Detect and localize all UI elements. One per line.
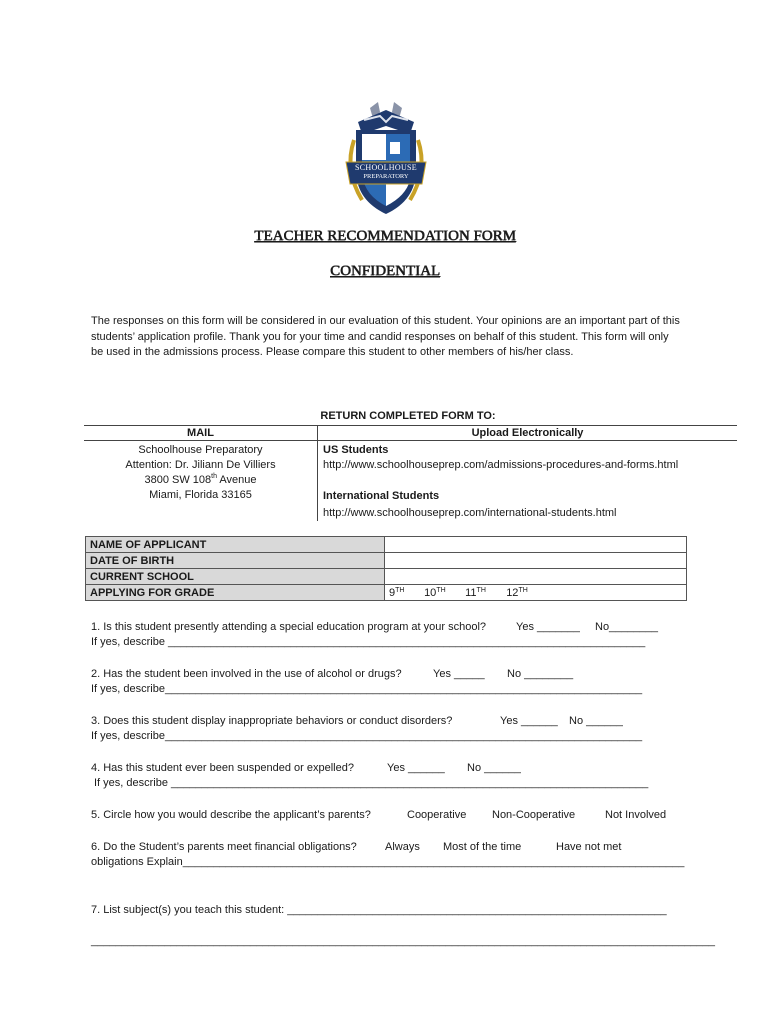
mail-line-street: 3800 SW 108th Avenue — [144, 473, 257, 486]
q4-text: 4. Has this student ever been suspended or expelled? — [91, 762, 354, 774]
label-school: CURRENT SCHOOL — [86, 569, 385, 585]
q1-text: 1. Is this student presently attending a special education program at your school? — [91, 621, 487, 633]
q6-option-not-met[interactable]: Have not met — [556, 841, 622, 853]
school-input[interactable] — [385, 569, 687, 585]
q5-option-non-cooperative[interactable]: Non-Cooperative — [492, 809, 576, 821]
q7-line[interactable]: ______________________________________________________________________________________________________ — [91, 935, 716, 947]
mail-line-school: Schoolhouse Preparatory — [138, 444, 263, 456]
intro-paragraph: The responses on this form will be considered in our evaluation of this student. Your opinions are an important part of this students’ application profile. Thank you for your time and candid responses on behalf of this student. This form will only be used in the admissions process. Please compare this student to other members of his/her class. — [91, 315, 680, 358]
upload-heading: Upload Electronically — [471, 427, 584, 439]
q2-text: 2. Has the student been involved in the use of alcohol or drugs? — [91, 668, 402, 680]
return-heading: RETURN COMPLETED FORM TO: — [320, 410, 496, 422]
q3-text: 3. Does this student display inappropriate behaviors or conduct disorders? — [91, 715, 453, 727]
q4-no[interactable]: No ______ — [467, 762, 521, 774]
upload-info — [323, 443, 678, 521]
applicant-table — [85, 536, 687, 601]
q1-no[interactable]: No________ — [595, 621, 659, 633]
q5-option-cooperative[interactable]: Cooperative — [407, 809, 467, 821]
grade-9[interactable]: 9TH — [389, 586, 405, 599]
q3-yes[interactable]: Yes ______ — [500, 715, 558, 727]
mail-address — [84, 443, 317, 503]
q4-yes[interactable]: Yes ______ — [387, 762, 445, 774]
table-row — [86, 537, 687, 553]
name-input[interactable] — [385, 537, 687, 553]
q4-describe[interactable]: If yes, describe ______________________________________________________________________________ — [94, 777, 649, 789]
form-subtitle: CONFIDENTIAL — [330, 263, 440, 279]
form-title: TEACHER RECOMMENDATION FORM — [254, 228, 516, 244]
q1-yes[interactable]: Yes _______ — [516, 621, 580, 633]
grade-options — [385, 585, 687, 601]
mail-heading: MAIL — [187, 427, 214, 439]
q2-no[interactable]: No ________ — [507, 668, 574, 680]
intl-students-link[interactable]: http://www.schoolhouseprep.com/international-students.html — [323, 507, 617, 519]
logo-text-line2: PREPARATORY — [363, 173, 409, 180]
q6-text: 6. Do the Student’s parents meet financial obligations? — [91, 841, 357, 853]
q7-text[interactable]: 7. List subject(s) you teach this student: ______________________________________________________________ — [91, 904, 667, 916]
us-students-link[interactable]: http://www.schoolhouseprep.com/admissions-procedures-and-forms.html — [323, 459, 679, 471]
dob-input[interactable] — [385, 553, 687, 569]
q2-yes[interactable]: Yes _____ — [433, 668, 485, 680]
q5-text: 5. Circle how you would describe the applicant’s parents? — [91, 809, 371, 821]
grade-10[interactable]: 10TH — [424, 586, 446, 599]
q6-option-most[interactable]: Most of the time — [443, 841, 522, 853]
grade-12[interactable]: 12TH — [506, 586, 528, 599]
label-dob: DATE OF BIRTH — [86, 553, 385, 569]
label-grade: APPLYING FOR GRADE — [86, 585, 385, 601]
intl-students-heading: International Students — [323, 490, 440, 502]
mail-line-city: Miami, Florida 33165 — [149, 489, 252, 501]
q6-option-always[interactable]: Always — [385, 841, 420, 853]
q5-option-not-involved[interactable]: Not Involved — [605, 809, 667, 821]
grade-11[interactable]: 11TH — [465, 586, 486, 599]
school-logo — [340, 100, 432, 218]
table-row — [86, 585, 687, 601]
q6-explain[interactable]: obligations Explain__________________________________________________________________________________ — [91, 856, 685, 868]
table-row — [86, 569, 687, 585]
label-name: NAME OF APPLICANT — [86, 537, 385, 553]
q1-describe[interactable]: If yes, describe ______________________________________________________________________________ — [91, 636, 646, 648]
q2-describe[interactable]: If yes, describe______________________________________________________________________________ — [91, 683, 643, 695]
q3-describe[interactable]: If yes, describe______________________________________________________________________________ — [91, 730, 643, 742]
logo-text-line1: SCHOOLHOUSE — [355, 163, 417, 172]
mail-line-attention: Attention: Dr. Jiliann De Villiers — [125, 459, 276, 471]
table-row — [86, 553, 687, 569]
q3-no[interactable]: No ______ — [569, 715, 623, 727]
us-students-heading: US Students — [323, 444, 389, 456]
